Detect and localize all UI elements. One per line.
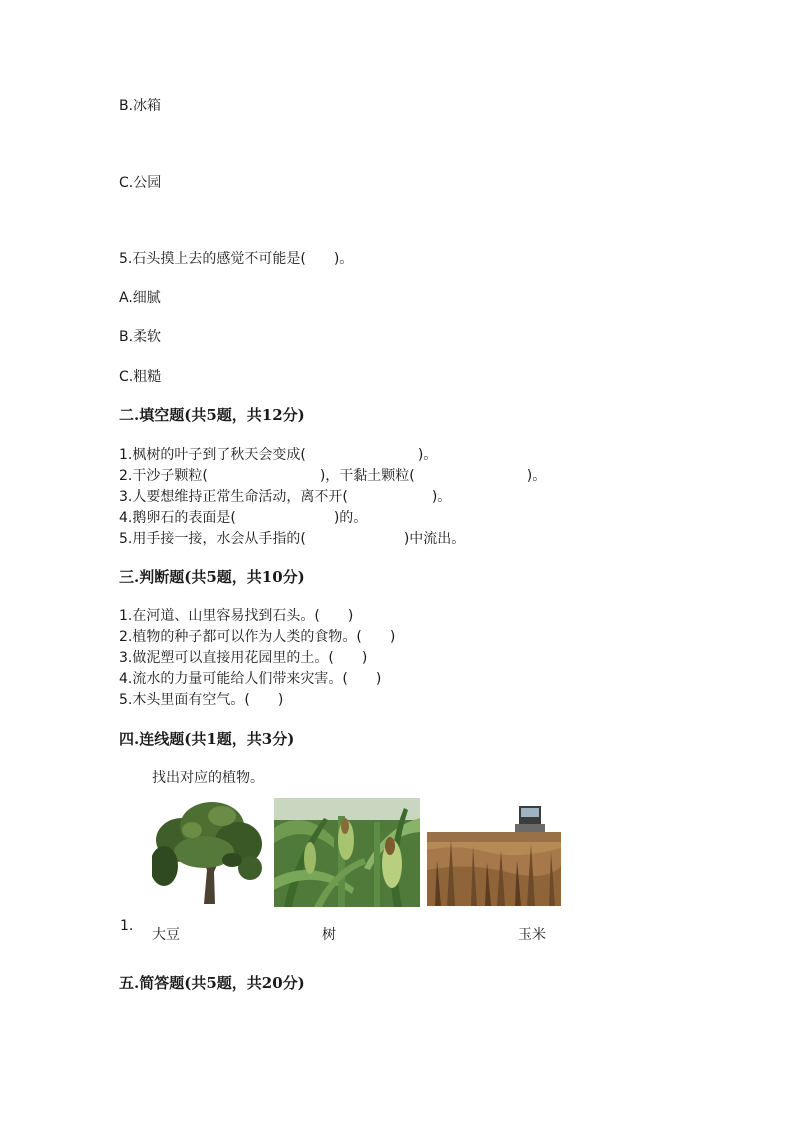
q5-option-b: B.柔软 <box>119 329 162 345</box>
true-false-item: 5.木头里面有空气。( ) <box>119 692 284 708</box>
tree-image <box>152 800 264 906</box>
fill-blank-item: 3.人要想维持正常生命活动，离不开( )。 <box>119 489 452 505</box>
q4-option-c: C.公园 <box>119 175 162 191</box>
fill-blank-item: 2.干沙子颗粒( )，干黏土颗粒( )。 <box>119 468 547 484</box>
true-false-item: 1.在河道、山里容易找到石头。( ) <box>119 608 354 624</box>
match-label-tree: 树 <box>322 927 336 943</box>
soybean-field-image <box>427 800 561 906</box>
q5-stem: 5.石头摸上去的感觉不可能是( )。 <box>119 251 354 267</box>
true-false-item: 3.做泥塑可以直接用花园里的土。( ) <box>119 650 368 666</box>
section-heading-matching: 四.连线题(共1题，共3分) <box>119 730 295 748</box>
matching-question-number: 1. <box>120 918 134 934</box>
q4-option-b: B.冰箱 <box>119 98 162 114</box>
true-false-item: 2.植物的种子都可以作为人类的食物。( ) <box>119 629 396 645</box>
match-label-corn: 玉米 <box>518 927 546 943</box>
section-heading-true-false: 三.判断题(共5题，共10分) <box>119 568 305 586</box>
match-label-soybean: 大豆 <box>152 927 180 943</box>
fill-blank-item: 5.用手接一接，水会从手指的( )中流出。 <box>119 531 466 547</box>
true-false-item: 4.流水的力量可能给人们带来灾害。( ) <box>119 671 382 687</box>
q5-option-a: A.细腻 <box>119 290 161 306</box>
fill-blank-item: 1.枫树的叶子到了秋天会变成( )。 <box>119 447 438 463</box>
section-heading-fill-blank: 二.填空题(共5题，共12分) <box>119 406 305 424</box>
fill-blank-item: 4.鹅卵石的表面是( )的。 <box>119 510 368 526</box>
q5-option-c: C.粗糙 <box>119 369 162 385</box>
corn-image <box>274 798 420 907</box>
section-heading-short-answer: 五.简答题(共5题，共20分) <box>119 974 305 992</box>
matching-instruction: 找出对应的植物。 <box>152 770 264 786</box>
